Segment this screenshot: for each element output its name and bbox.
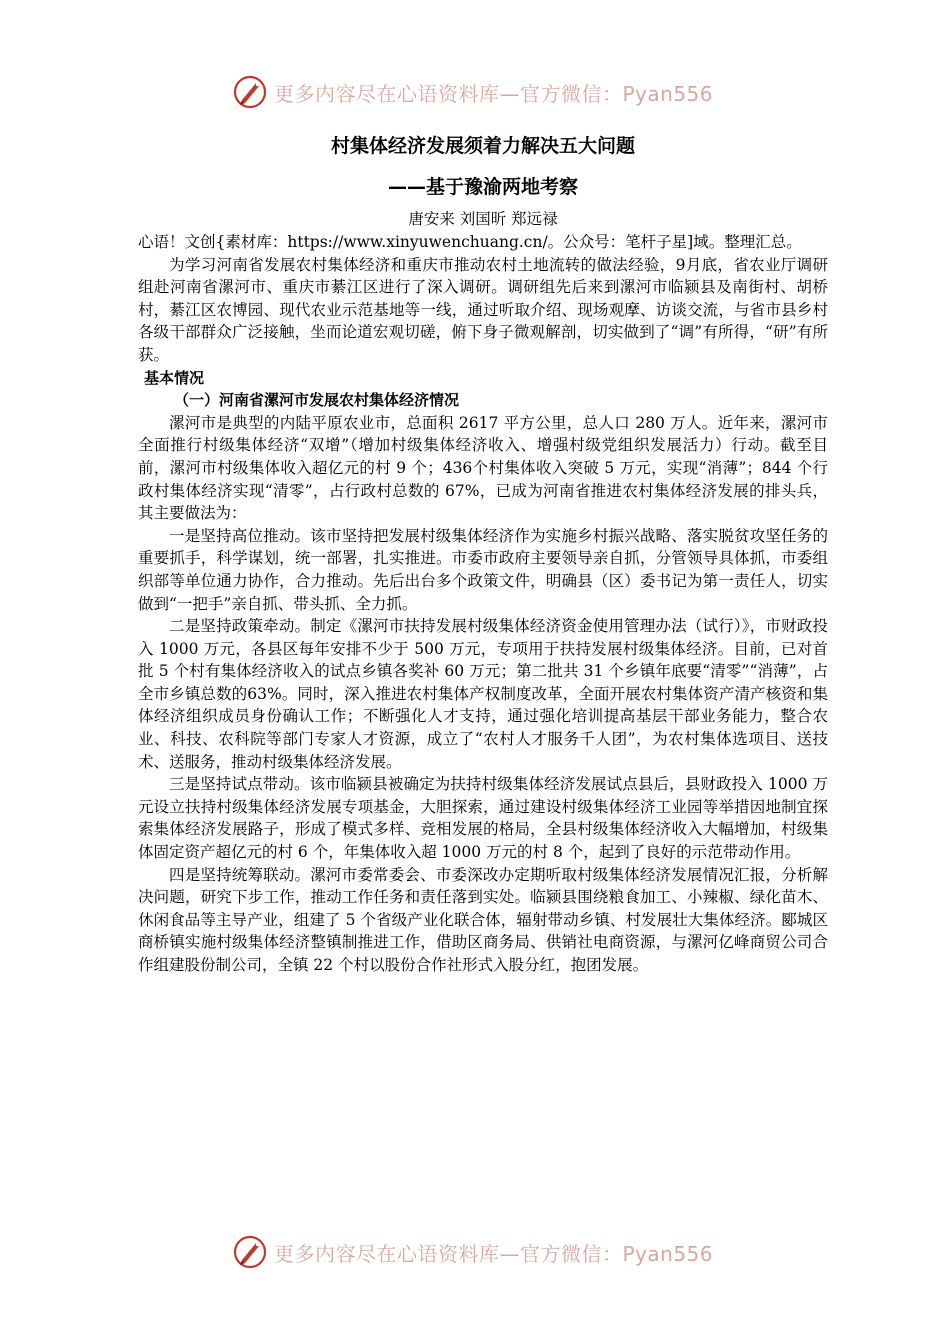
footer-watermark-banner bbox=[232, 1232, 752, 1272]
body-paragraph: 漯河市是典型的内陆平原农业市，总面积 2617 平方公里，总人口 280 万人。近年来，漯河市全面推行村级集体经济“双增”（增加村级集体经济收入、增强村级党组织发展活力）行动。截至目前，漯河市村级集体收入超亿元的村 9 个；436个村集体收入突破 5 万元，实现“消薄”；844 个行政村集体经济实现“清零”，占行政村总数的 67%，已成为河南省推进农村集体经济发展的排头兵，其主要做法为： bbox=[138, 413, 828, 523]
body-paragraph: 一是坚持高位推动。该市坚持把发展村级集体经济作为实施乡村振兴战略、落实脱贫攻坚任务的重要抓手，科学谋划，统一部署，扎实推进。市委市政府主要领导亲自抓，分管领导具体抓，市委组织部等单位通力协作，合力推动。先后出台多个政策文件，明确县（区）委书记为第一责任人，切实做到“一把手”亲自抓、带头抓、全力抓。 bbox=[138, 526, 828, 613]
document-subtitle: ——基于豫渝两地考察 bbox=[387, 176, 578, 198]
header-watermark-text: 更多内容尽在心语资料库—官方微信：Pyan556 bbox=[274, 81, 714, 106]
body-paragraph: 四是坚持统筹联动。漯河市委常委会、市委深改办定期听取村级集体经济发展情况汇报，分析解决问题，研究下步工作，推动工作任务和责任落到实处。临颍县围绕粮食加工、小辣椒、绿化苗木、休闲食品等主导产业，组建了 5 个省级产业化联合体，辐射带动乡镇、村发展壮大集体经济。郾城区商桥镇实施村级集体经济整镇制推进工作，借助区商务局、供销社电商资源，与漯河亿峰商贸公司合作组建股份制公司，全镇 22 个村以股份合作社形式入股分红，抱团发展。 bbox=[138, 865, 828, 974]
header-watermark-banner bbox=[232, 72, 752, 112]
source-note: 心语！文创{素材库：https://www.xinyuwenchuang.cn/。公众号：笔杆子星]域。整理汇总。 bbox=[138, 233, 802, 251]
footer-watermark-text: 更多内容尽在心语资料库—官方微信：Pyan556 bbox=[274, 1241, 714, 1266]
body-paragraph: 二是坚持政策牵动。制定《漯河市扶持发展村级集体经济资金使用管理办法（试行）》，市财政投入 1000 万元，各县区每年安排不少于 500 万元，专项用于扶持发展村级集体经济。目前，已对首批 5 个村有集体经济收入的试点乡镇各奖补 60 万元；第二批共 31 个乡镇年底要“清零”“消薄”，占全市乡镇总数的63%。同时，深入推进农村集体产权制度改革，全面开展农村集体资产清产核资和集体经济组织成员身份确认工作；不断强化人才支持，通过强化培训提高基层干部业务能力，整合农业、科技、农科院等部门专家人才资源，成立了“农村人才服务千人团”，为农村集体选项目、送技术、送服务，推动村级集体经济发展。 bbox=[138, 617, 828, 771]
subsection-heading: （一）河南省漯河市发展农村集体经济情况 bbox=[174, 391, 460, 410]
document-title: 村集体经济发展须着力解决五大问题 bbox=[330, 135, 635, 157]
intro-paragraph: 为学习河南省发展农村集体经济和重庆市推动农村土地流转的做法经验，9月底，省农业厅调研组赴河南省漯河市、重庆市綦江区进行了深入调研。调研组先后来到漯河市临颍县及南街村、胡桥村，綦江区农博园、现代农业示范基地等一线，通过听取介绍、现场观摩、访谈交流，与省市县乡村各级干部群众广泛接触，坐而论道宏观切磋，俯下身子微观解剖，切实做到了“调”有所得，“研”有所获。 bbox=[138, 255, 828, 364]
document-authors: 唐安来 刘国昕 郑远禄 bbox=[408, 210, 558, 228]
pen-logo-icon bbox=[232, 1234, 268, 1270]
pen-logo-icon bbox=[232, 74, 268, 110]
body-paragraph: 三是坚持试点带动。该市临颍县被确定为扶持村级集体经济发展试点县后，县财政投入 1000 万元设立扶持村级集体经济发展专项基金，大胆探索，通过建设村级集体经济工业园等举措因地制宜探索集体经济发展路子，形成了模式多样、竞相发展的格局，全县村级集体经济收入大幅增加，村级集体固定资产超亿元的村 6 个，年集体收入超 1000 万元的村 8 个，起到了良好的示范带动作用。 bbox=[138, 775, 828, 862]
section-heading: 基本情况 bbox=[144, 368, 205, 387]
document-body bbox=[138, 128, 828, 977]
